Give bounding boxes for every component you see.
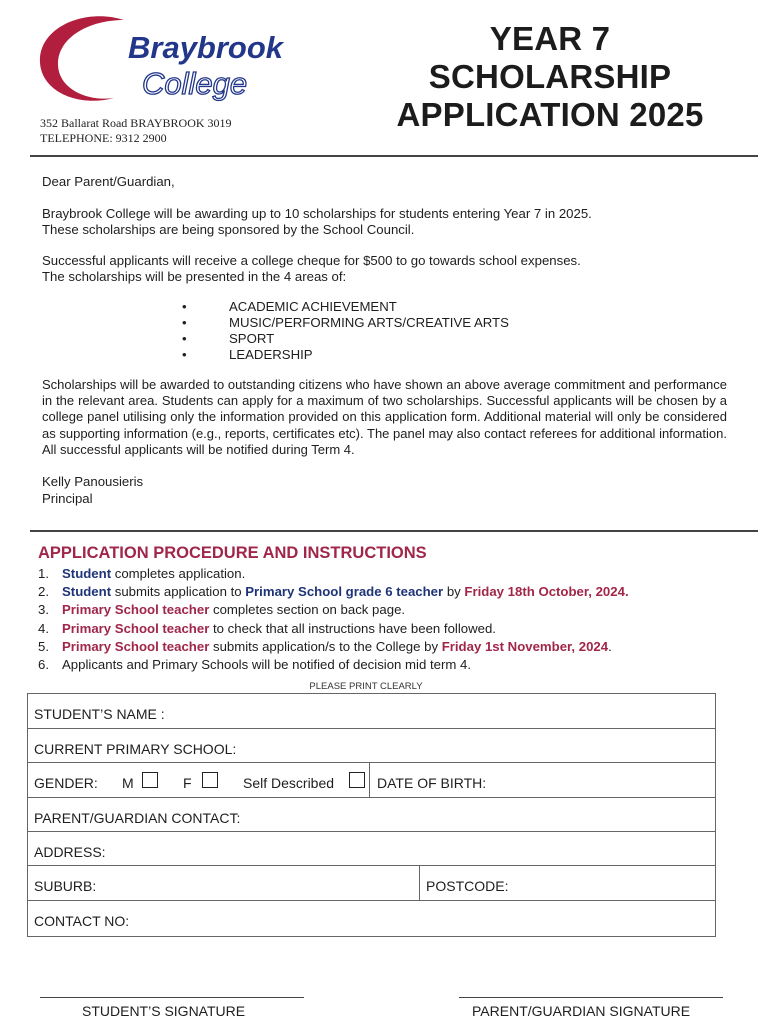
application-form <box>27 693 716 937</box>
contact-no-label: CONTACT NO: <box>34 913 130 929</box>
parent-contact-field[interactable] <box>28 797 715 832</box>
parent-signature-line[interactable] <box>459 997 723 998</box>
postcode-label: POSTCODE: <box>426 878 509 894</box>
title-line-1: YEAR 7 <box>489 20 611 57</box>
logo-sub: College <box>142 66 248 101</box>
area-item: LEADERSHIP <box>229 347 313 362</box>
cheque-line-1: Successful applicants will receive a college cheque for $500 to go towards school expenses. <box>42 253 581 268</box>
address-label: ADDRESS: <box>34 844 106 860</box>
criteria-paragraph: Scholarships will be awarded to outstanding citizens who have shown an above average commitment and performance in the relevant area. Students can apply for a maximum of two scholarships. Successful applicants will be chosen by a college panel utilising only the information provided on this application form. Additional material will only be considered as supporting information (e.g., reports, certificates etc). The panel may also contact referees for additional information. All successful applicants will be notified during Term 4. <box>42 377 727 457</box>
student-signature-label: STUDENT’S SIGNATURE <box>82 1003 246 1019</box>
procedure-title: APPLICATION PROCEDURE AND INSTRUCTIONS <box>38 544 427 562</box>
cheque-line-2: The scholarships will be presented in the 4 areas of: <box>42 269 347 284</box>
principal-name: Kelly Panousieris <box>42 474 144 489</box>
intro-line-2: These scholarships are being sponsored by the School Council. <box>42 222 415 237</box>
area-item: MUSIC/PERFORMING ARTS/CREATIVE ARTS <box>229 315 509 330</box>
gender-f-checkbox[interactable] <box>202 772 218 788</box>
logo-swoosh <box>40 16 124 101</box>
suburb-label: SUBURB: <box>34 878 97 894</box>
college-logo <box>36 12 346 104</box>
school-address <box>40 116 232 146</box>
row-divider <box>419 866 420 901</box>
header-divider <box>30 155 758 157</box>
telephone-line: TELEPHONE: 9312 2900 <box>40 131 167 145</box>
gender-m-checkbox[interactable] <box>142 772 158 788</box>
student-name-label: STUDENT’S NAME : <box>34 706 165 722</box>
intro-line-1: Braybrook College will be awarding up to 10 scholarships for students entering Year 7 in 2025. <box>42 206 592 221</box>
procedure-step: 4. Primary School teacher to check that all instructions have been followed. <box>38 621 496 636</box>
gender-self-label: Self Described <box>243 775 335 791</box>
contact-no-field[interactable] <box>28 900 715 937</box>
suburb-postcode-row[interactable] <box>28 865 715 901</box>
page-title <box>380 20 720 134</box>
title-line-2: SCHOLARSHIP <box>428 58 672 95</box>
title-line-3: APPLICATION 2025 <box>396 96 704 133</box>
parent-contact-label: PARENT/GUARDIAN CONTACT: <box>34 810 241 826</box>
procedure-step: 6. Applicants and Primary Schools will be notified of decision mid term 4. <box>38 657 471 672</box>
area-item: SPORT <box>229 331 275 346</box>
student-name-field[interactable] <box>28 694 715 728</box>
address-line: 352 Ballarat Road BRAYBROOK 3019 <box>40 116 232 130</box>
student-signature-line[interactable] <box>40 997 304 998</box>
gender-self-checkbox[interactable] <box>349 772 365 788</box>
bullet: • <box>182 315 187 330</box>
bullet: • <box>182 331 187 346</box>
principal-title: Principal <box>42 491 93 506</box>
area-item: ACADEMIC ACHIEVEMENT <box>229 299 397 314</box>
gender-dob-row <box>28 762 715 798</box>
logo-name: Braybrook <box>128 30 284 65</box>
address-field[interactable] <box>28 831 715 866</box>
print-clearly-note: PLEASE PRINT CLEARLY <box>309 681 423 692</box>
bullet: • <box>182 299 187 314</box>
bullet: • <box>182 347 187 362</box>
primary-school-label: CURRENT PRIMARY SCHOOL: <box>34 741 237 757</box>
greeting: Dear Parent/Guardian, <box>42 174 175 189</box>
primary-school-field[interactable] <box>28 728 715 763</box>
gender-m-label: M <box>122 775 134 791</box>
procedure-step: 3. Primary School teacher completes section on back page. <box>38 602 406 617</box>
parent-signature-label: PARENT/GUARDIAN SIGNATURE <box>472 1003 691 1019</box>
dob-label: DATE OF BIRTH: <box>377 775 487 791</box>
procedure-step: 5. Primary School teacher submits application/s to the College by Friday 1st November, 2024. <box>38 639 612 654</box>
procedure-step: 2. Student submits application to Primary School grade 6 teacher by Friday 18th October, 2024. <box>38 584 629 599</box>
letter-divider <box>30 530 758 532</box>
procedure-step: 1. Student completes application. <box>38 566 246 581</box>
gender-label: GENDER: <box>34 775 98 791</box>
row-divider <box>369 763 370 798</box>
gender-f-label: F <box>183 775 192 791</box>
